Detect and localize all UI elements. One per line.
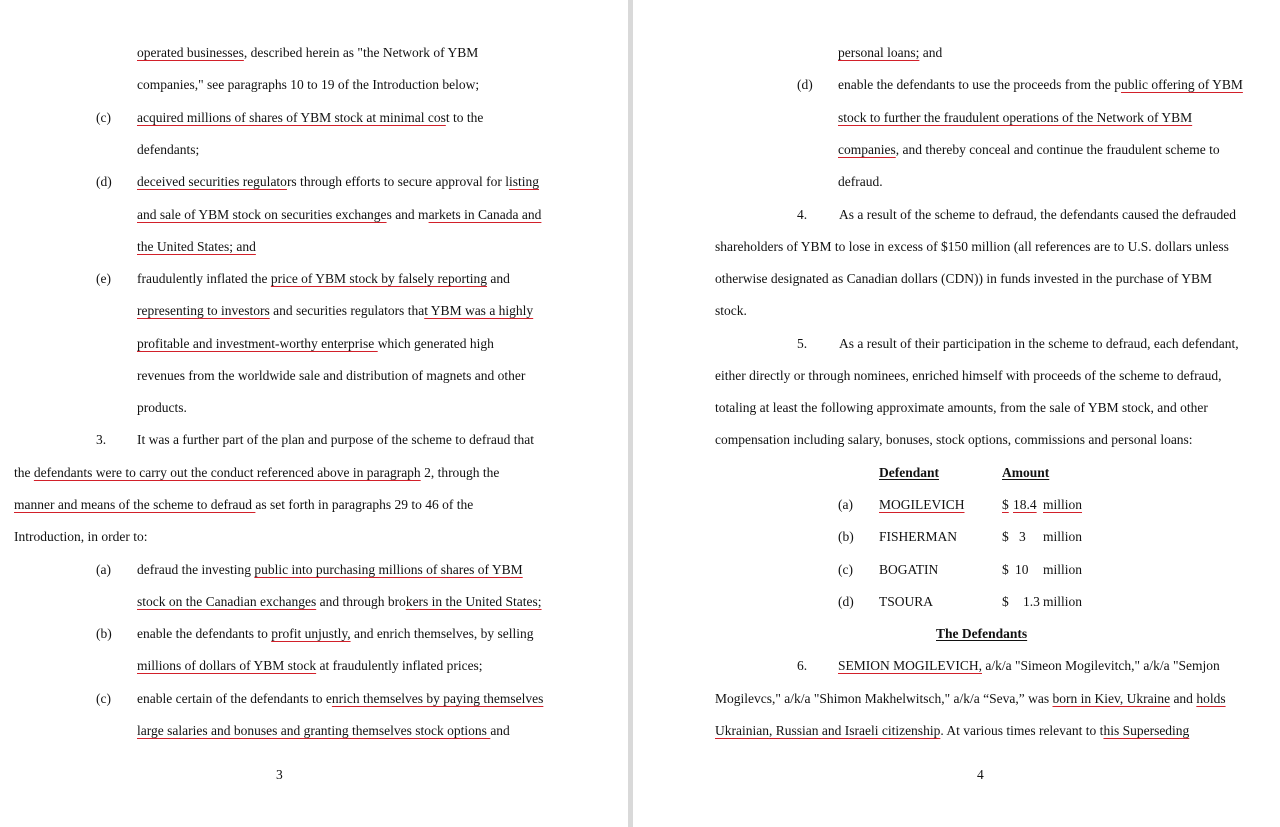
- text-line: acquired millions of shares of YBM stock at minimal cost to the: [137, 110, 484, 125]
- text-line: enable the defendants to profit unjustly, and enrich themselves, by selling: [137, 626, 534, 641]
- amount-value: 18.4: [1013, 497, 1037, 512]
- defendant-name: TSOURA: [879, 594, 934, 609]
- text-line: otherwise designated as Canadian dollars (CDN)) in funds invested in the purchase of YBM: [715, 271, 1213, 286]
- text-line: personal loans; and: [838, 45, 943, 60]
- row-label: (c): [838, 562, 853, 577]
- text-line: the defendants were to carry out the conduct referenced above in paragraph 2, through the: [14, 465, 500, 480]
- text-line: revenues from the worldwide sale and distribution of magnets and other: [137, 368, 526, 383]
- item-label: (c): [96, 691, 111, 706]
- page-number: 3: [276, 767, 283, 782]
- item-label: (d): [96, 174, 112, 189]
- amount-value: 10: [1015, 562, 1029, 577]
- amount-value: 1.3: [1023, 594, 1040, 609]
- text-line: millions of dollars of YBM stock at fraudulently inflated prices;: [137, 658, 483, 673]
- text-line: deceived securities regulators through efforts to secure approval for listing: [137, 174, 540, 189]
- text-line: and sale of YBM stock on securities exchanges and markets in Canada and: [137, 207, 542, 222]
- text-line: defraud the investing public into purchasing millions of shares of YBM: [137, 562, 523, 577]
- text-line: companies, and thereby conceal and continue the fraudulent scheme to: [838, 142, 1220, 157]
- text-line: totaling at least the following approximate amounts, from the sale of YBM stock, and other: [715, 400, 1208, 415]
- text-line: As a result of their participation in the scheme to defraud, each defendant,: [839, 336, 1239, 351]
- text-line: enable the defendants to use the proceeds from the public offering of YBM: [838, 77, 1243, 92]
- text-line: profitable and investment-worthy enterprise which generated high: [137, 336, 494, 351]
- text-line: defendants;: [137, 142, 200, 157]
- table-header-amount: Amount: [1002, 465, 1050, 480]
- amount-currency: $: [1002, 594, 1009, 609]
- amount-currency: $: [1002, 529, 1009, 544]
- text-line: Mogilevcs," a/k/a "Shimon Makhelwitsch," a/k/a “Seva,” was born in Kiev, Ukraine and holds: [715, 691, 1226, 706]
- text-line: Introduction, in order to:: [14, 529, 148, 544]
- text-line: It was a further part of the plan and purpose of the scheme to defraud that: [137, 432, 534, 447]
- text-line: stock to further the fraudulent operations of the Network of YBM: [838, 110, 1193, 125]
- amount-unit: million: [1043, 497, 1083, 512]
- amount-unit: million: [1043, 594, 1083, 609]
- defendant-name: MOGILEVICH: [879, 497, 965, 512]
- text-line: products.: [137, 400, 187, 415]
- section-heading: The Defendants: [936, 626, 1028, 641]
- text-line: As a result of the scheme to defraud, the defendants caused the defrauded: [839, 207, 1236, 222]
- item-label: (c): [96, 110, 111, 125]
- text-line: fraudulently inflated the price of YBM stock by falsely reporting and: [137, 271, 510, 286]
- paragraph-number: 3.: [96, 432, 107, 447]
- row-label: (b): [838, 529, 854, 544]
- paragraph-number: 4.: [797, 207, 808, 222]
- item-label: (e): [96, 271, 111, 286]
- row-label: (d): [838, 594, 854, 609]
- text-line: large salaries and bonuses and granting themselves stock options and: [137, 723, 510, 738]
- text-line: stock.: [715, 303, 747, 318]
- text-line: companies," see paragraphs 10 to 19 of the Introduction below;: [137, 77, 480, 92]
- page-3: [0, 0, 628, 827]
- amount-value: 3: [1019, 529, 1026, 544]
- paragraph-number: 5.: [797, 336, 808, 351]
- item-label: (a): [96, 562, 111, 577]
- row-label: (a): [838, 497, 853, 512]
- item-label: (b): [96, 626, 112, 641]
- paragraph-number: 6.: [797, 658, 808, 673]
- defendant-name: BOGATIN: [879, 562, 939, 577]
- text-line: operated businesses, described herein as "the Network of YBM: [137, 45, 479, 60]
- page-number: 4: [977, 767, 984, 782]
- text-line: defraud.: [838, 174, 883, 189]
- text-line: SEMION MOGILEVICH, a/k/a "Simeon Mogilevitch," a/k/a "Semjon: [838, 658, 1220, 673]
- amount-unit: million: [1043, 562, 1083, 577]
- defendant-name: FISHERMAN: [879, 529, 958, 544]
- amount-unit: million: [1043, 529, 1083, 544]
- text-line: the United States; and: [137, 239, 256, 254]
- text-line: stock on the Canadian exchanges and through brokers in the United States;: [137, 594, 542, 609]
- text-line: shareholders of YBM to lose in excess of $150 million (all references are to U.S. dollars unless: [715, 239, 1229, 254]
- text-line: Ukrainian, Russian and Israeli citizenship. At various times relevant to this Superseding: [715, 723, 1190, 738]
- amount-currency: $: [1002, 497, 1009, 512]
- table-header-defendant: Defendant: [879, 465, 939, 480]
- page-4: [633, 0, 1280, 827]
- text-line: manner and means of the scheme to defraud as set forth in paragraphs 29 to 46 of the: [14, 497, 474, 512]
- item-label: (d): [797, 77, 813, 92]
- text-line: representing to investors and securities regulators that YBM was a highly: [137, 303, 534, 318]
- amount-currency: $: [1002, 562, 1009, 577]
- text-line: either directly or through nominees, enriched himself with proceeds of the scheme to defraud,: [715, 368, 1222, 383]
- text-line: enable certain of the defendants to enrich themselves by paying themselves: [137, 691, 544, 706]
- text-line: compensation including salary, bonuses, stock options, commissions and personal loans:: [715, 432, 1193, 447]
